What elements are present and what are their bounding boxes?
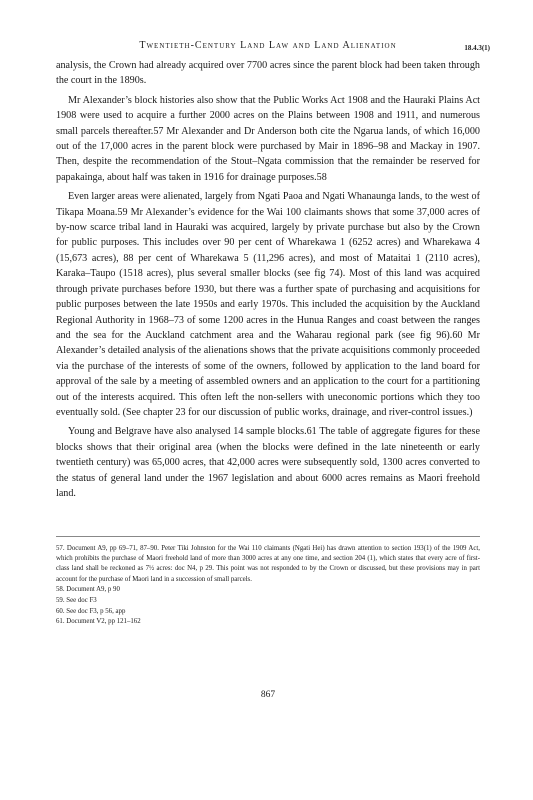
footnote: 57. Document A9, pp 69–71, 87–90. Peter Tiki Johnston for the Wai 110 claimants (Ngati Hei) has drawn attention to section 193(1) of the 1909 Act, which prohibits the purchase of Maori freehold land of more than 3000 acres at any one time, and section 204 (1), which states that every acre of first-class land shall be reckoned as 7½ acres: doc N4, p 29. This point was not responded to by the Crown or discussed, but these provisions may in part account for the purchase of Maori land in a succession of small parcels. (56, 545, 480, 583)
footnote: 59. See doc F3 (56, 597, 97, 605)
paragraph: analysis, the Crown had already acquired over 7700 acres since the parent block had been taken through the court in the 1890s. (56, 60, 480, 87)
footnotes (56, 544, 480, 628)
body-text (56, 58, 480, 501)
section-reference: 18.4.3(1) (464, 44, 490, 52)
footnote: 60. See doc F3, p 56, app (56, 607, 126, 615)
footnote: 58. Document A9, p 90 (56, 586, 120, 594)
paragraph: Even larger areas were alienated, largely from Ngati Paoa and Ngati Whanaunga lands, to the west of Tikapa Moana.59 Mr Alexander’s evidence for the Wai 100 claimants shows that some 37,000 acres of by-now scarce tribal land in Hauraki was acquired, largely by private purchase but also by the Crown for public purposes. This includes over 90 per cent of Wharekawa 1 (6252 acres) and Wharekawa 4 (15,673 acres), 88 per cent of Wharekawa 5 (11,296 acres), and most of Mataitai 1 (2110 acres), Karaka–Taupo (1518 acres), plus several smaller blocks (see fig 74). Most of this land was acquired through private purchases before 1930, but there was a further spate of purchasing and acquisitions for public purposes between the late 1950s and early 1970s. This included the acquisition by the Auckland Regional Authority in 1968–73 of some 1200 acres in the Hunua Ranges and coast between the ranges and the sea for the Auckland catchment area and the Waharau regional park (see fig 96).60 Mr Alexander’s detailed analysis of the alienations shows that the private acquisitions commonly proceeded via the purchase of the interests of some of the owners, followed by application to the land board for approval of the sale by a meeting of assembled owners and an application to the court for a partitioning out of the interests acquired. This often left the non-sellers with uneconomic portions which they too eventually sold. (See chapter 23 for our discussion of public works, drainage, and river-control issues.) (56, 191, 480, 418)
footnote-divider (56, 536, 480, 537)
footnote: 61. Document V2, pp 121–162 (56, 618, 141, 626)
paragraph: Mr Alexander’s block histories also show that the Public Works Act 1908 and the Hauraki Plains Act 1908 were used to acquire a further 2000 acres on the Plains between 1908 and 1911, and numerous small parcels thereafter.57 Mr Alexander and Dr Anderson both cite the Ngarua lands, of which 16,000 out of the 17,000 acres in the parent block were purchased by Mair in 1896–98 and Mackay in 1907. Then, despite the recommendation of the Stout–Ngata commission that the remainder be reserved for papakainga, about half was taken in 1916 for drainage purposes.58 (56, 94, 480, 183)
paragraph: Young and Belgrave have also analysed 14 sample blocks.61 The table of aggregate figures for these blocks shows that their original area (when the blocks were defined in the late nineteenth or early twentieth century) was 65,000 acres, that 42,000 acres were subsequently sold, 1300 acres converted to the status of general land under the 1967 legislation and about 6000 acres remains as Maori freehold land. (56, 426, 480, 499)
page-number: 867 (260, 690, 276, 700)
running-title: Twentieth-Century Land Law and Land Alienation (139, 40, 397, 51)
